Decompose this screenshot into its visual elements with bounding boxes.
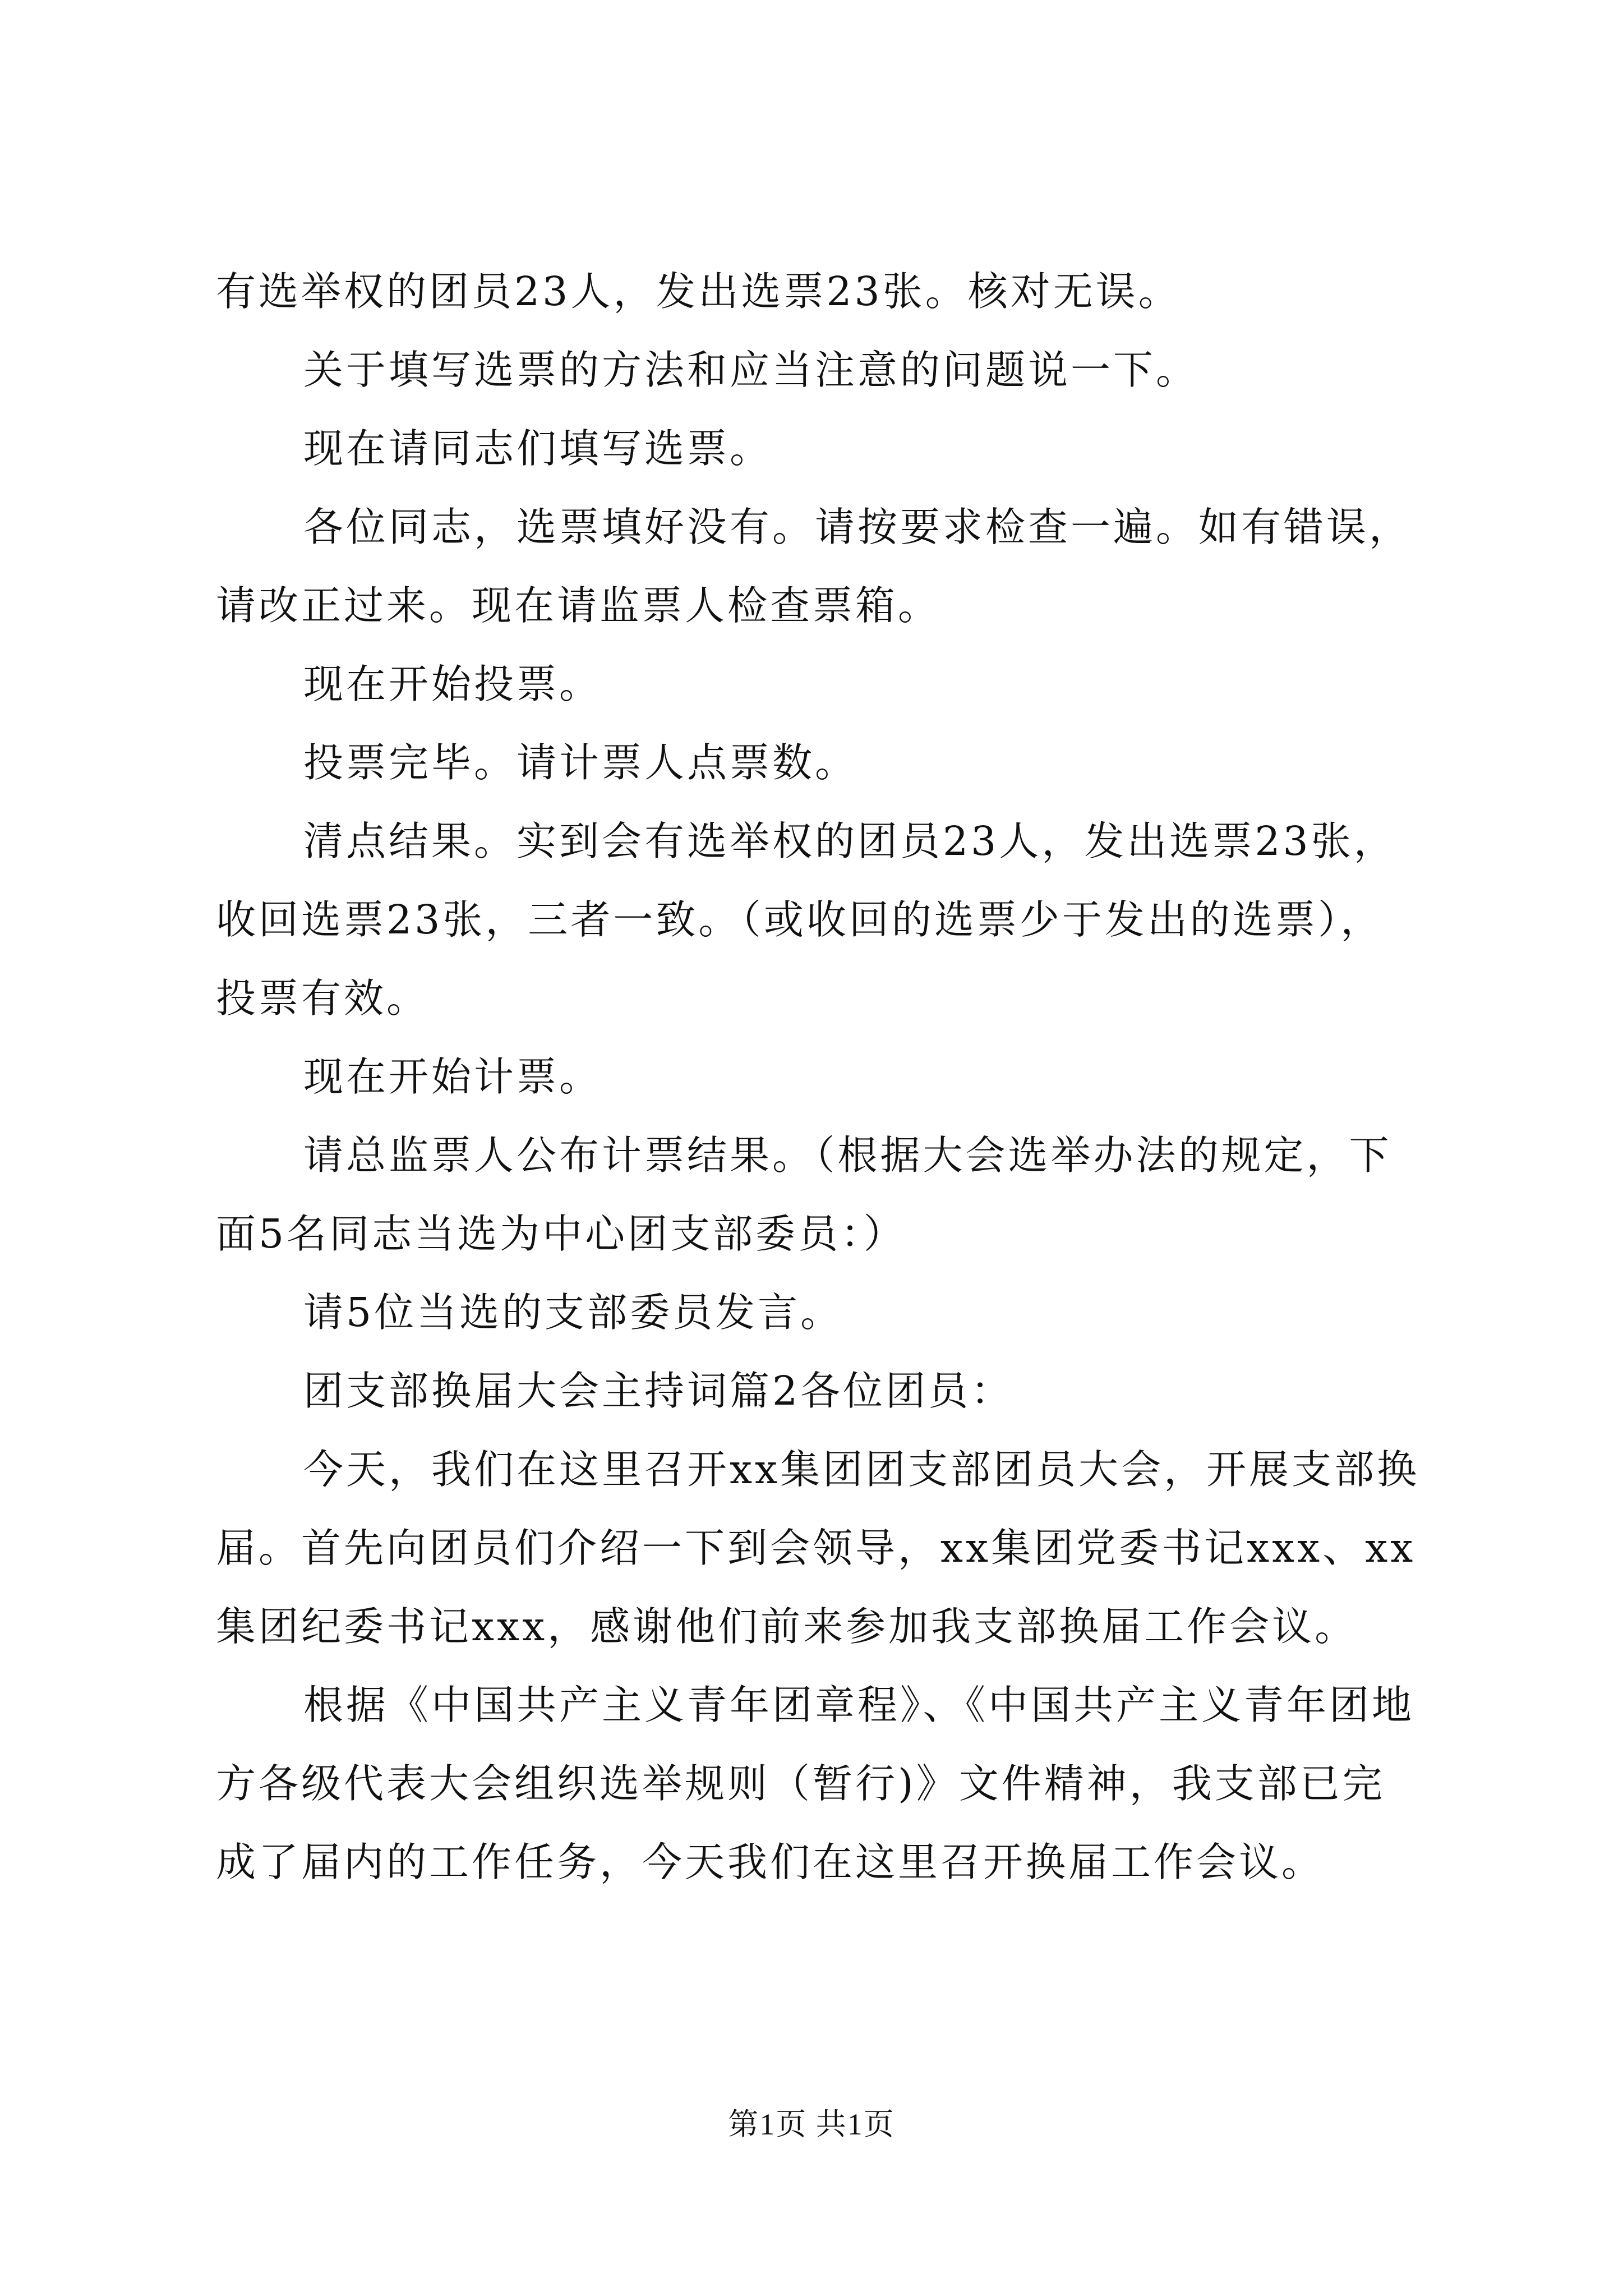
paragraph: 现在请同志们填写选票。	[303, 425, 773, 472]
paragraph: 现在开始投票。	[303, 661, 602, 707]
paragraph: 根据《中国共产主义青年团章程》、《中国共产主义青年团地方各级代表大会组织选举规则（暂行)》文件精神，我支部已完成了届内的工作任务，今天我们在这里召开换届工作会议。	[216, 1682, 1415, 1885]
paragraph: 各位同志，选票填好没有。请按要求检查一遍。如有错误，请改正过来。现在请监票人检查票箱。	[216, 504, 1412, 629]
paragraph: 请5位当选的支部委员发言。	[303, 1289, 843, 1336]
section-heading-paragraph: 团支部换届大会主持词篇2各位团员：	[303, 1368, 1014, 1414]
paragraph: 请总监票人公布计票结果。（根据大会选举办法的规定，下面5名同志当选为中心团支部委员：）	[216, 1132, 1392, 1257]
paragraph: 现在开始计票。	[303, 1053, 602, 1100]
paragraph: 关于填写选票的方法和应当注意的问题说一下。	[303, 347, 1199, 393]
document-body	[216, 252, 1422, 1902]
paragraph-continuation: 有选举权的团员23人，发出选票23张。核对无误。	[216, 268, 1181, 315]
paragraph: 清点结果。实到会有选举权的团员23人，发出选票23张，收回选票23张，三者一致。（或收回的选票少于发出的选票），投票有效。	[216, 818, 1396, 1022]
page-footer: 第1页 共1页	[728, 2108, 895, 2141]
paragraph: 投票完毕。请计票人点票数。	[303, 739, 858, 786]
paragraph: 今天，我们在这里召开xx集团团支部团员大会，开展支部换届。首先向团员们介绍一下到会领导，xx集团党委书记xxx、xx集团纪委书记xxx，感谢他们前来参加我支部换届工作会议。	[216, 1446, 1420, 1650]
